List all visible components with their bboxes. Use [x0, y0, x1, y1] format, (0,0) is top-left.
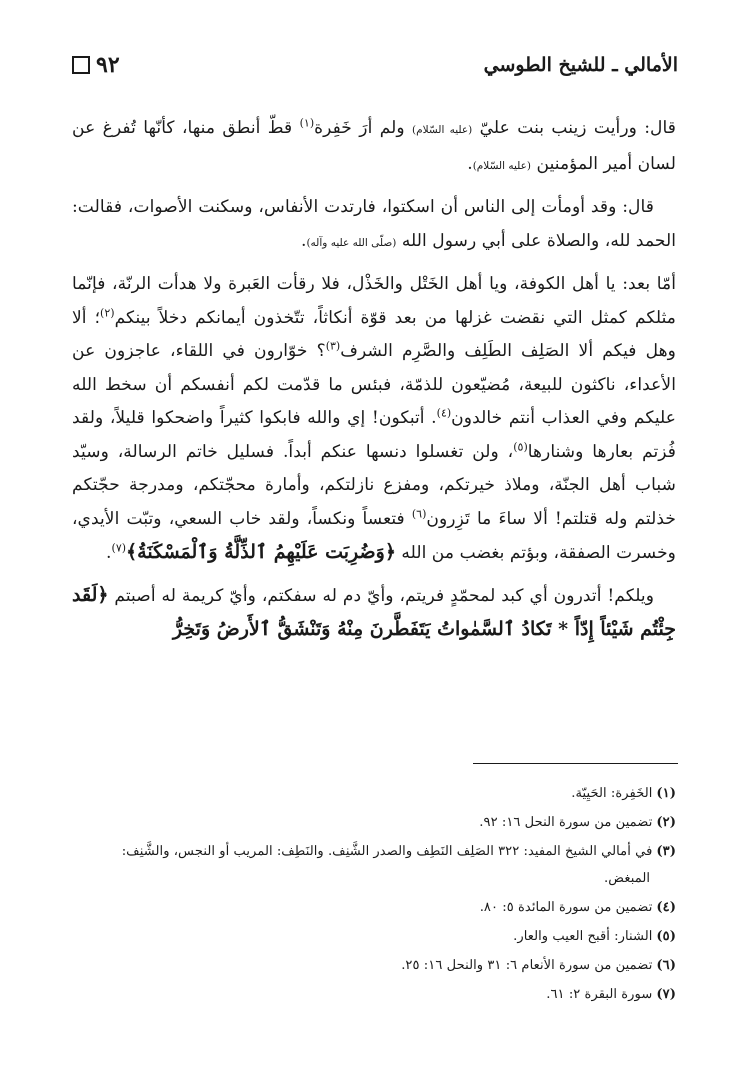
text-run: ؟ خوّارون في اللقاء، عاجزون عن الأعداء، ناكثون للبيعة، مُضيّعون للذمّة، فبئس ما قدّمت لكم أنفسكم أن سخط الله عليكم وفي العذاب أنتم خالدون	[72, 341, 676, 428]
footnote-ref[interactable]: (٥)	[513, 439, 528, 453]
footnote-3	[72, 838, 676, 892]
footnote-2	[72, 809, 676, 836]
paragraph-1	[72, 112, 676, 183]
footnote-text: سورة البقرة ٢: ٦١.	[546, 987, 653, 1002]
footnote-ref[interactable]: (٦)	[411, 506, 427, 520]
footnote-ref[interactable]: (٧)	[111, 541, 127, 555]
honorific: (عليه السّلام)	[472, 159, 532, 172]
footnote-number: (٢)	[656, 815, 676, 830]
footnote-separator	[473, 763, 678, 764]
footnote-number: (١)	[656, 786, 676, 801]
footnote-text: الخَفِرة: الحَيِيّة.	[571, 786, 653, 801]
footnote-4	[72, 894, 676, 921]
text-run: ؛ ألا وهل فيكم ألا الصَلِف الطَلِف والصَّرِم الشرف	[72, 307, 676, 361]
footnote-text: تضمين من سورة الأنعام ٦: ٣١ والنحل ١٦: ٢٥.	[401, 958, 653, 973]
text-run: ، ولن تغسلوا دنسها عنكم أبداً. فسليل خاتم الرسالة، وسيّد شباب أهل الجنّة، وملاذ خيرتكم، ومفزع نازلتكم، وأمارة محجّتكم، ومدرجة حجّتكم خذلتم وله قتلتم! ألا ساءَ ما تَزِرون	[72, 441, 676, 529]
paragraph-4	[72, 579, 676, 648]
footnote-number: (٧)	[656, 987, 676, 1002]
quran-verse: ﴿لَقَد جِئْتُم شَيْئاً إِدّاً * تَكادُ ٱلسَّمٰواتُ يَتَفَطَّرنَ مِنْهُ وَتَنْشَقُّ ٱلأَرضُ وَتَخِرُّ	[72, 583, 676, 640]
footnote-ref[interactable]: (٢)	[100, 305, 115, 319]
text-run: قال: ورأيت زينب بنت عليّ	[472, 118, 676, 138]
footnote-5	[72, 923, 676, 950]
honorific: (صلّى الله عليه وآله)	[306, 236, 397, 249]
paragraph-2	[72, 191, 676, 260]
paragraph-3	[72, 268, 676, 571]
footnote-continuation: المبغض.	[604, 871, 650, 886]
footnote-number: (٤)	[656, 900, 676, 915]
footnote-ref[interactable]: (١)	[299, 116, 315, 130]
footnote-7	[72, 981, 676, 1008]
text-run: .	[106, 543, 112, 563]
page-number: ٩٢	[96, 52, 120, 78]
footnote-text: تضمين من سورة المائدة ٥: ٨٠.	[479, 900, 653, 915]
text-run: ولم أرَ خَفِرة	[314, 118, 413, 138]
footnote-text: الشنار: أقبح العيب والعار.	[513, 929, 653, 944]
footnote-ref[interactable]: (٣)	[325, 339, 341, 353]
text-run: قال: وقد أومأت إلى الناس أن اسكتوا، فارتدت الأنفاس، وسكنت الأصوات، فقالت: الحمد لله، والصلاة على أبي رسول الله	[72, 197, 676, 251]
main-text	[72, 112, 676, 656]
text-run: فتعساً ونكساً، ولقد خاب السعي، وتبّت الأيدي، وخسرت الصفقة، وبؤتم بغضب من الله	[72, 508, 676, 563]
text-run: ويلكم! أتدرون أي كبد لمحمّدٍ فريتم، وأيّ دم له سفكتم، وأيّ كريمة له أصبتم	[108, 585, 654, 606]
text-run: .	[467, 153, 473, 174]
text-run: أمّا بعد: يا أهل الكوفة، ويا أهل الخَتْل والخَذْل، فلا رقأت العَبرة ولا هدأت الرنّة، فإنّما مثلكم كمثل التي نقضت غزلها من بعد قوّة أنكاثاً، تتّخذون أيمانكم دخلاً بينكم	[72, 274, 676, 328]
footnote-number: (٦)	[656, 958, 676, 973]
footnotes	[72, 780, 676, 1010]
text-run: .	[300, 230, 307, 251]
page-number-block	[72, 52, 120, 78]
text-run: قطّ أنطق منها، كأنّها تُفرغ عن لسان أمير المؤمنين	[72, 118, 676, 174]
quran-verse: ﴿وَضُرِبَت عَلَيْهِمُ ٱلذِّلَّةُ وَٱلْمَسْكَنَةُ﴾	[126, 541, 396, 563]
honorific: (عليه السّلام)	[412, 124, 473, 136]
footnote-1	[72, 780, 676, 807]
square-ornament-icon	[72, 56, 90, 74]
footnote-number: (٥)	[656, 929, 676, 944]
footnote-ref[interactable]: (٤)	[436, 406, 452, 420]
footnote-6	[72, 952, 676, 979]
footnote-number: (٣)	[656, 844, 676, 859]
text-run: . أتبكون! إي والله فابكوا كثيراً واضحكوا قليلاً، ولقد فُزتم بعارها وشنارها	[72, 408, 676, 462]
running-title: الأمالي ـ للشيخ الطوسي	[483, 54, 678, 76]
page-header	[72, 48, 678, 82]
footnote-text: تضمين من سورة النحل ١٦: ٩٢.	[479, 815, 653, 830]
footnote-text: في أمالي الشيخ المفيد: ٣٢٢ الصَلِف النَطِف والصدر الشَّنِف. والنَطِف: المريب أو النجس، والشَّنِف:	[121, 844, 653, 859]
